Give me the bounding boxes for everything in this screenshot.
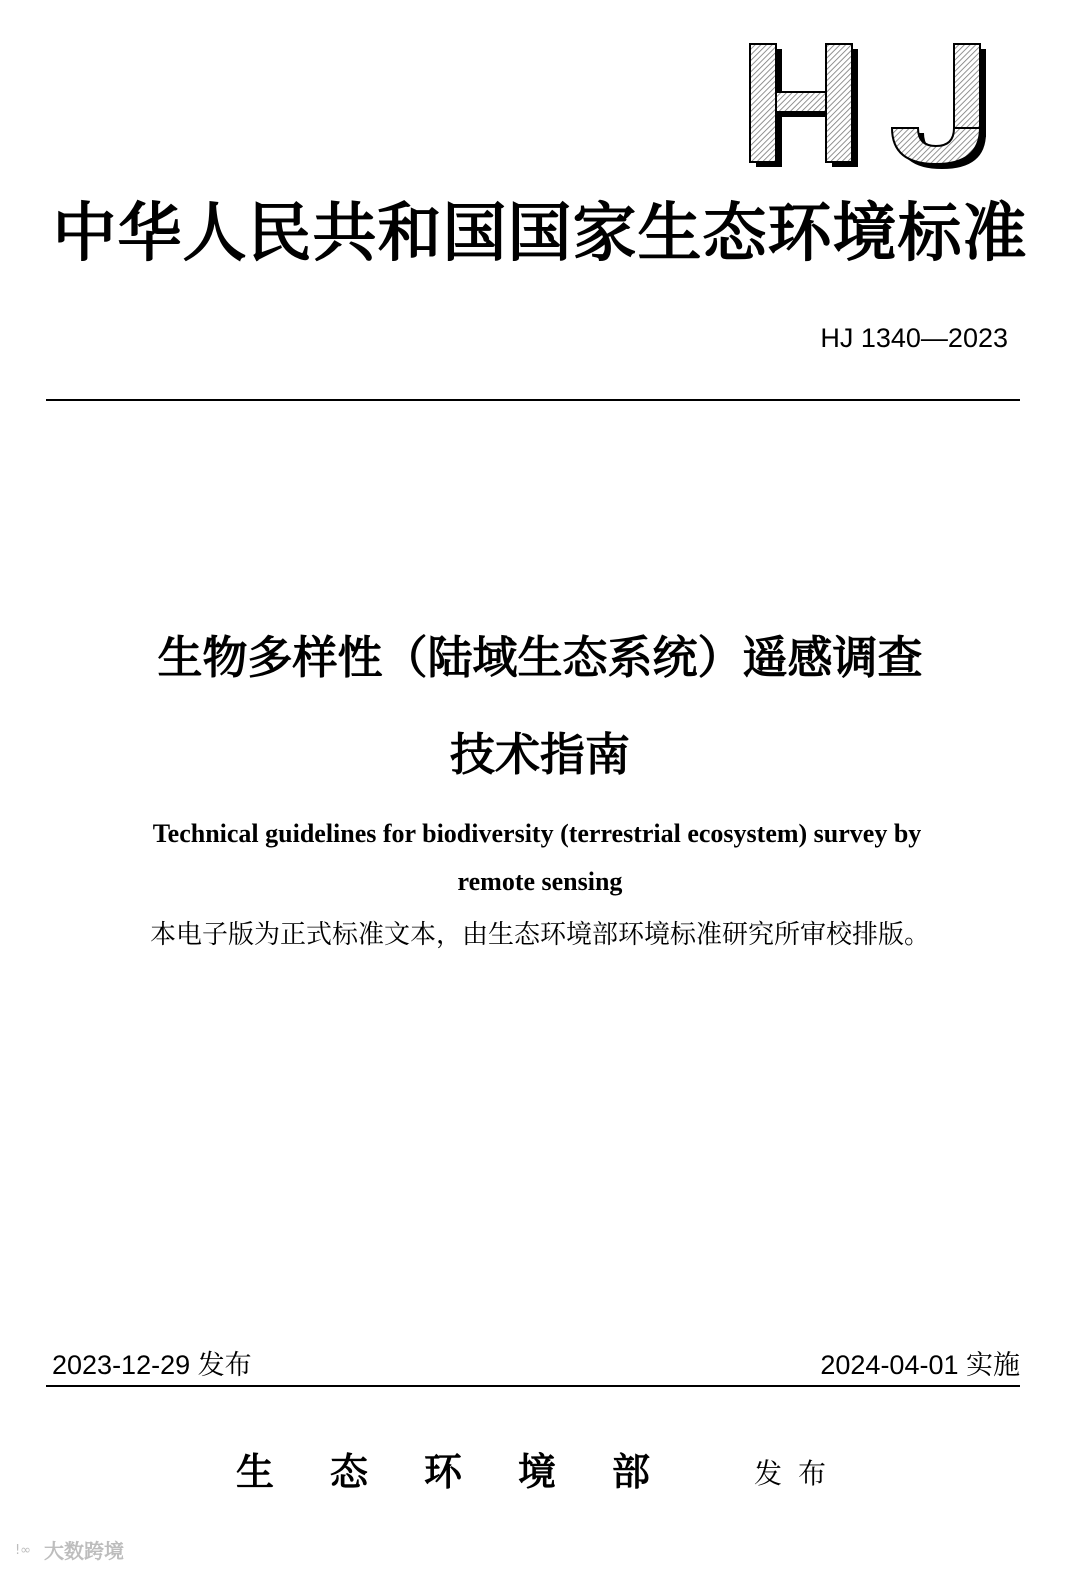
logo-text: HJ [748, 40, 750, 41]
watermark-text: 大数跨境 [44, 1539, 124, 1563]
english-title-line-2: remote sensing [457, 867, 623, 896]
standard-number: HJ 1340—2023 [820, 323, 1008, 353]
standard-category-title: 中华人民共和国国家生态环境标准 [52, 196, 1028, 271]
electronic-edition-note: 本电子版为正式标准文本，由生态环境部环境标准研究所审校排版。 [149, 920, 930, 950]
issue-date: 2023-12-29 发布 [52, 1350, 252, 1380]
publisher-name: 生态环境部 [236, 1449, 707, 1494]
watermark-logo-icon: !∞ [14, 1543, 32, 1558]
document-title-line-1: 生物多样性（陆域生态系统）遥感调查 [157, 631, 923, 684]
hj-logo [748, 40, 988, 170]
document-title-line-2: 技术指南 [449, 728, 630, 781]
english-title-line-1: Technical guidelines for biodiversity (terrestrial ecosystem) survey by [152, 819, 922, 848]
bottom-divider [46, 1385, 1020, 1387]
implementation-date: 2024-04-01 实施 [820, 1350, 1020, 1380]
top-divider [46, 399, 1020, 401]
publisher-suffix: 发布 [754, 1457, 843, 1490]
watermark [8, 1536, 124, 1566]
